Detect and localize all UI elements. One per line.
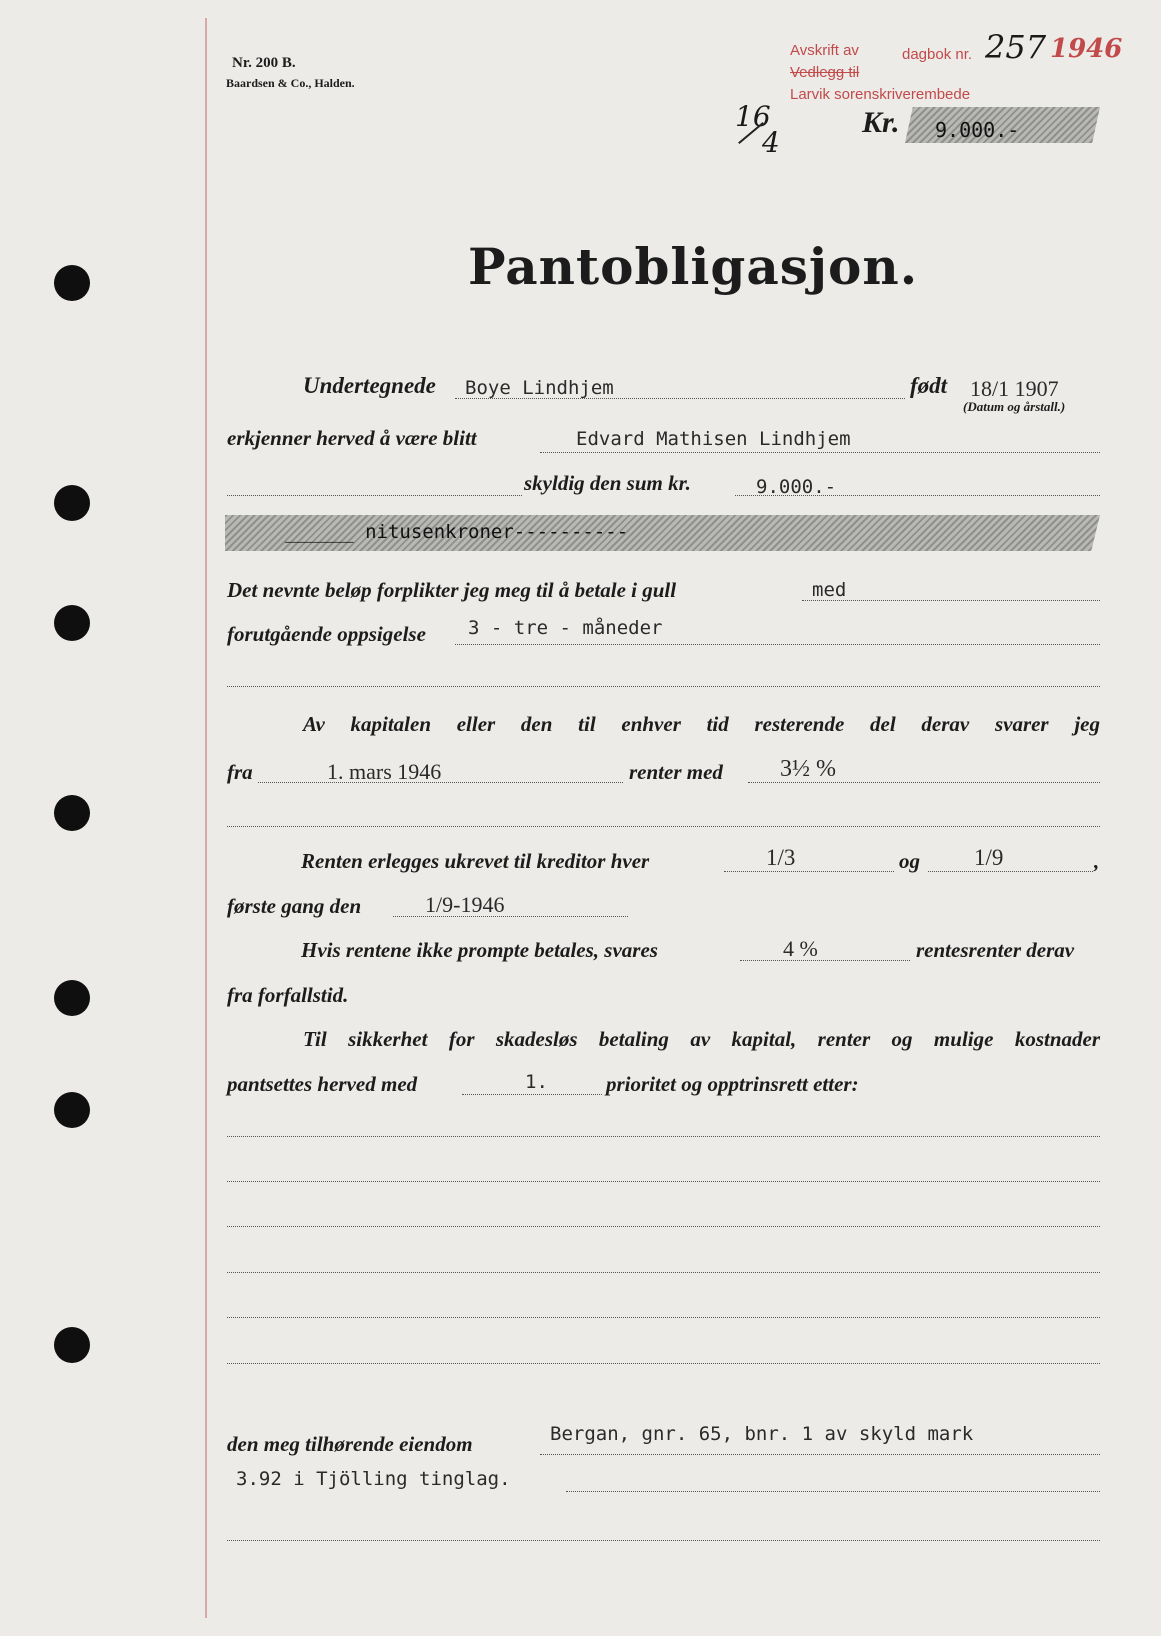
sikkerhet-text: Til sikkerhet for skadesløs betaling av kapital, renter og mulige kostnader xyxy=(303,1027,1100,1051)
fill-line xyxy=(540,452,1100,453)
fill-line xyxy=(227,1136,1100,1137)
stamp-year: 1946 xyxy=(1050,34,1123,64)
skyldig-value: 9.000.- xyxy=(756,476,837,498)
fra-value: 1. mars 1946 xyxy=(327,759,442,784)
fill-line xyxy=(928,871,1093,872)
fill-line xyxy=(227,1272,1100,1273)
hvis-value: 4 % xyxy=(783,936,818,961)
fill-line xyxy=(566,1491,1100,1492)
stamp-line3: Larvik sorenskriverembede xyxy=(790,86,971,103)
og-label: og xyxy=(899,849,920,873)
eiendom-value-2: 3.92 i Tjölling tinglag. xyxy=(236,1468,511,1490)
prioritet-label: prioritet og opptrinsrett etter: xyxy=(606,1072,859,1096)
comma: , xyxy=(1094,849,1100,873)
kr-label: Kr. xyxy=(862,106,900,139)
stamp-number: 257 xyxy=(985,28,1047,66)
fill-line xyxy=(227,826,1100,827)
stamp-line1-a: Avskrift av xyxy=(790,42,859,59)
erkjenner-value: Edvard Mathisen Lindhjem xyxy=(576,428,851,450)
punch-hole xyxy=(54,980,90,1016)
printer-name: Baardsen & Co., Halden. xyxy=(226,76,355,90)
fodt-hint: (Datum og årstall.) xyxy=(963,399,1066,414)
punch-hole xyxy=(54,795,90,831)
fill-line xyxy=(227,1363,1100,1364)
fodt-label: født xyxy=(910,373,948,398)
punch-hole xyxy=(54,605,90,641)
eiendom-value: Bergan, gnr. 65, bnr. 1 av skyld mark xyxy=(550,1423,974,1445)
punch-hole xyxy=(54,485,90,521)
fra-label: fra xyxy=(227,760,253,784)
fill-line xyxy=(227,495,522,496)
punch-hole xyxy=(54,1327,90,1363)
pantsettes-value: 1. xyxy=(525,1071,548,1093)
belop-label: Det nevnte beløp forplikter jeg meg til å betale i gull xyxy=(227,578,677,602)
fill-line xyxy=(540,1454,1100,1455)
fill-line xyxy=(227,686,1100,687)
renter-label: renter med xyxy=(629,760,723,784)
handwritten-fraction-bottom: 4 xyxy=(762,126,780,159)
fodt-value: 18/1 1907 xyxy=(970,376,1059,401)
form-number: Nr. 200 B. xyxy=(232,55,296,71)
fill-line xyxy=(455,644,1100,645)
fill-line xyxy=(462,1094,602,1095)
fill-line xyxy=(227,1317,1100,1318)
document-title: Pantobligasjon. xyxy=(468,237,919,296)
renter-value: 3½ % xyxy=(780,756,836,782)
forste-label: første gang den xyxy=(227,894,362,918)
renten-value-2: 1/9 xyxy=(974,845,1004,870)
hvis-label: Hvis rentene ikke prompte betales, svares xyxy=(301,938,658,962)
amount-in-words: ______ nitusenkroner---------- xyxy=(285,521,629,543)
fill-line xyxy=(227,1226,1100,1227)
forfall-label: fra forfallstid. xyxy=(227,983,349,1007)
erkjenner-label: erkjenner herved å være blitt xyxy=(227,426,477,450)
red-margin-line xyxy=(205,18,207,1618)
fill-line xyxy=(802,600,1100,601)
punch-hole xyxy=(54,265,90,301)
fill-line xyxy=(227,1181,1100,1182)
pantsettes-label: pantsettes herved med xyxy=(227,1072,418,1096)
undertegnede-value: Boye Lindhjem xyxy=(465,377,614,399)
renten-label: Renten erlegges ukrevet til kreditor hver xyxy=(301,849,650,873)
oppsigelse-value: 3 - tre - måneder xyxy=(468,617,663,639)
punch-hole xyxy=(54,1092,90,1128)
oppsigelse-label: forutgående oppsigelse xyxy=(227,622,426,646)
fill-line xyxy=(724,871,894,872)
fill-line xyxy=(227,1540,1100,1541)
stamp-line1-b: dagbok nr. xyxy=(902,46,973,63)
stamp-line2: Vedlegg til xyxy=(790,64,860,81)
belop-value: med xyxy=(812,579,847,601)
eiendom-label: den meg tilhørende eiendom xyxy=(227,1432,473,1456)
handwritten-fraction-top: 16 xyxy=(735,100,771,133)
forste-value: 1/9-1946 xyxy=(425,892,505,917)
rentesrenter-label: rentesrenter derav xyxy=(916,938,1075,962)
kr-amount: 9.000.- xyxy=(935,118,1020,142)
renten-value-1: 1/3 xyxy=(766,845,796,870)
fill-line xyxy=(740,960,910,961)
undertegnede-label: Undertegnede xyxy=(303,373,436,398)
skyldig-label: skyldig den sum kr. xyxy=(524,471,691,495)
kapital-text: Av kapitalen eller den til enhver tid resterende del derav svarer jeg xyxy=(303,712,1100,736)
